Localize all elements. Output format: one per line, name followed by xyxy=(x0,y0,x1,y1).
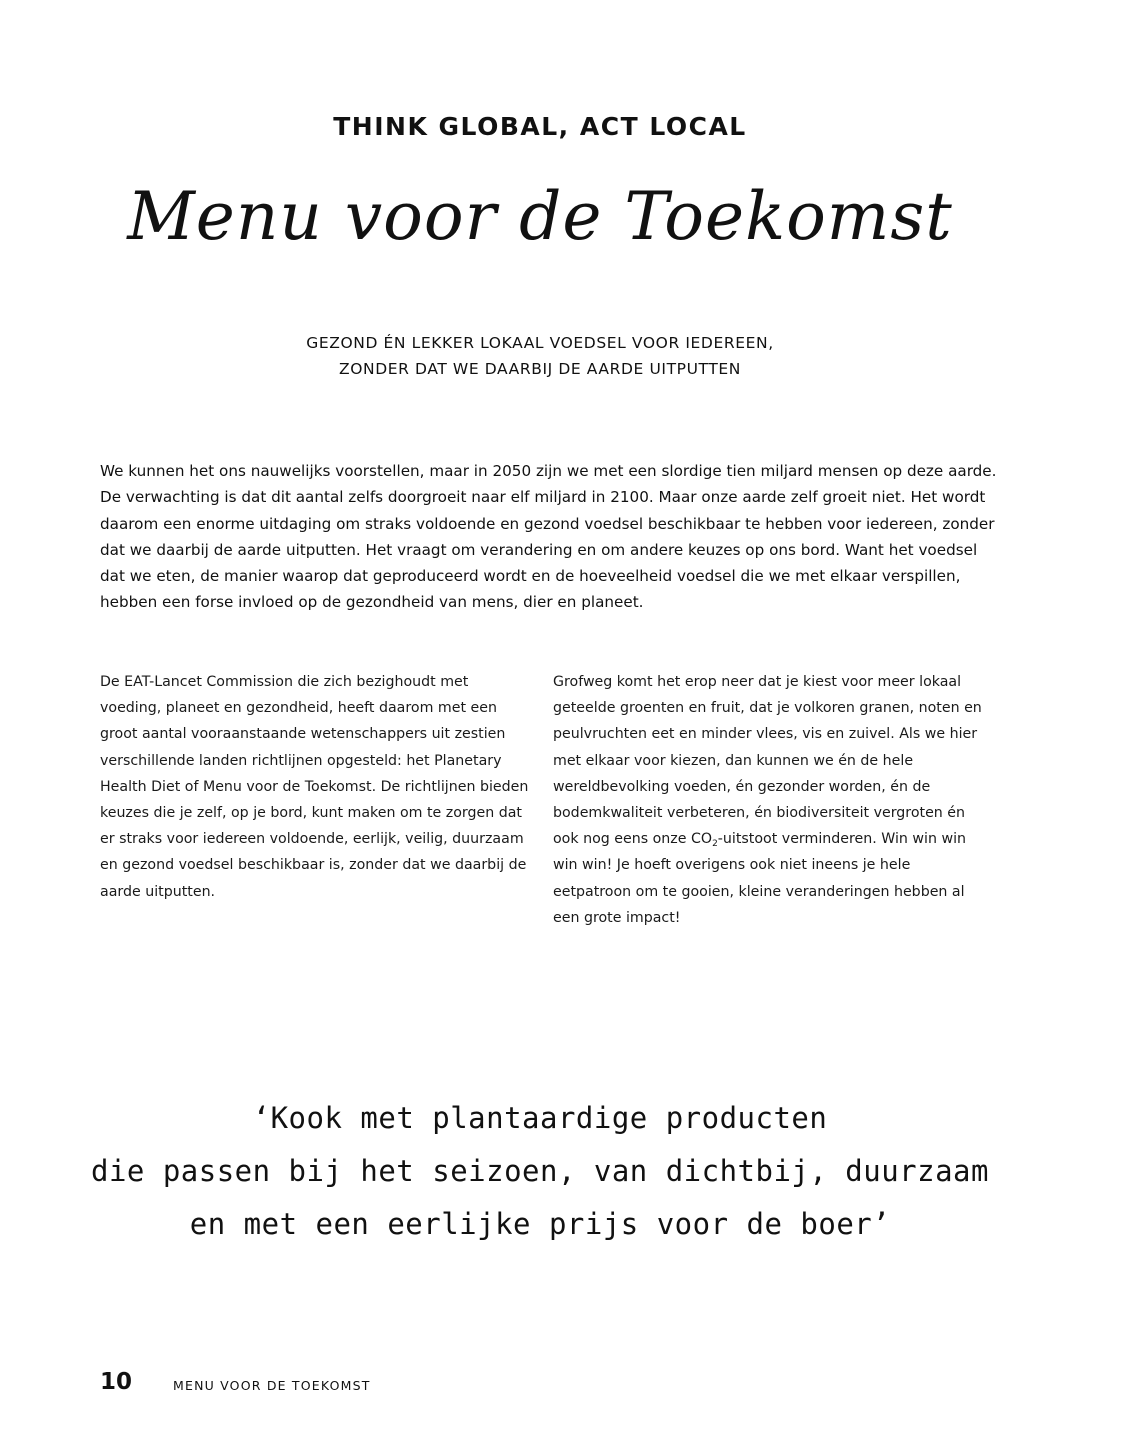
body-column-right xyxy=(553,669,988,931)
body-column-left: De EAT-Lancet Commission die zich bezighoudt met voeding, planeet en gezondheid, heeft daarom met een groot aantal vooraanstaande wetenschappers uit zestien verschillende landen richtlijnen opgesteld: het Planetary Health Diet of Menu voor de Toekomst. De richtlijnen bieden keuzes die je zelf, op je bord, kunt maken om te zorgen dat er straks voor iedereen voldoende, eerlijk, veilig, duurzaam en gezond voedsel beschikbaar is, zonder dat we daarbij de aarde uitputten. xyxy=(100,674,529,900)
pull-quote-line-1: ‘Kook met plantaardige producten xyxy=(252,1101,828,1135)
running-footer-title: MENU VOOR DE TOEKOMST xyxy=(173,1378,371,1393)
body-column-right-part-2: -uitstoot verminderen. Win win win win win! Je hoeft overigens ook niet ineens je hele eetpatroon om te gooien, kleine veranderingen hebben al een grote impact! xyxy=(553,831,967,926)
pull-quote-line-2: die passen bij het seizoen, van dichtbij, duurzaam xyxy=(91,1154,989,1188)
section-kicker: THINK GLOBAL, ACT LOCAL xyxy=(333,112,747,141)
co2-formula xyxy=(690,831,718,850)
co2-formula-subscript: 2 xyxy=(712,839,718,850)
subtitle xyxy=(0,330,1080,382)
body-column-right-part-1: Grofweg komt het erop neer dat je kiest voor meer lokaal geteelde groenten en fruit, dat je volkoren granen, noten en peulvruchten eet en minder vlees, vis en zuivel. Als we hier met elkaar voor kiezen, dan kunnen we én de hele wereldbevolking voeden, én gezonder worden, én de bodemkwaliteit verbeteren, én biodiversiteit vergroten én ook nog eens onze xyxy=(553,674,982,848)
pull-quote-line-3: en met een eerlijke prijs voor de boer’ xyxy=(189,1207,891,1241)
intro-paragraph: We kunnen het ons nauwelijks voorstellen, maar in 2050 zijn we met een slordige tien miljard mensen op deze aarde. De verwachting is dat dit aantal zelfs doorgroeit naar elf miljard in 2100. Maar onze aarde zelf groeit niet. Het wordt daarom een enorme uitdaging om straks voldoende en gezond voedsel beschikbaar te hebben voor iedereen, zonder dat we daarbij de aarde uitputten. Het vraagt om verandering en om andere keuzes op ons bord. Want het voedsel dat we eten, de manier waarop dat geproduceerd wordt en de hoeveelheid voedsel die we met elkaar verspillen, hebben een forse invloed op de gezondheid van mens, dier en planeet. xyxy=(100,462,997,612)
co2-formula-base: CO xyxy=(690,831,713,848)
page-number: 10 xyxy=(100,1369,133,1395)
page-title: Menu voor de Toekomst xyxy=(127,178,953,255)
pull-quote xyxy=(0,1092,1080,1251)
subtitle-line-2: ZONDER DAT WE DAARBIJ DE AARDE UITPUTTEN xyxy=(339,360,741,378)
subtitle-line-1: GEZOND ÉN LEKKER LOKAAL VOEDSEL VOOR IEDEREEN, xyxy=(306,334,774,352)
